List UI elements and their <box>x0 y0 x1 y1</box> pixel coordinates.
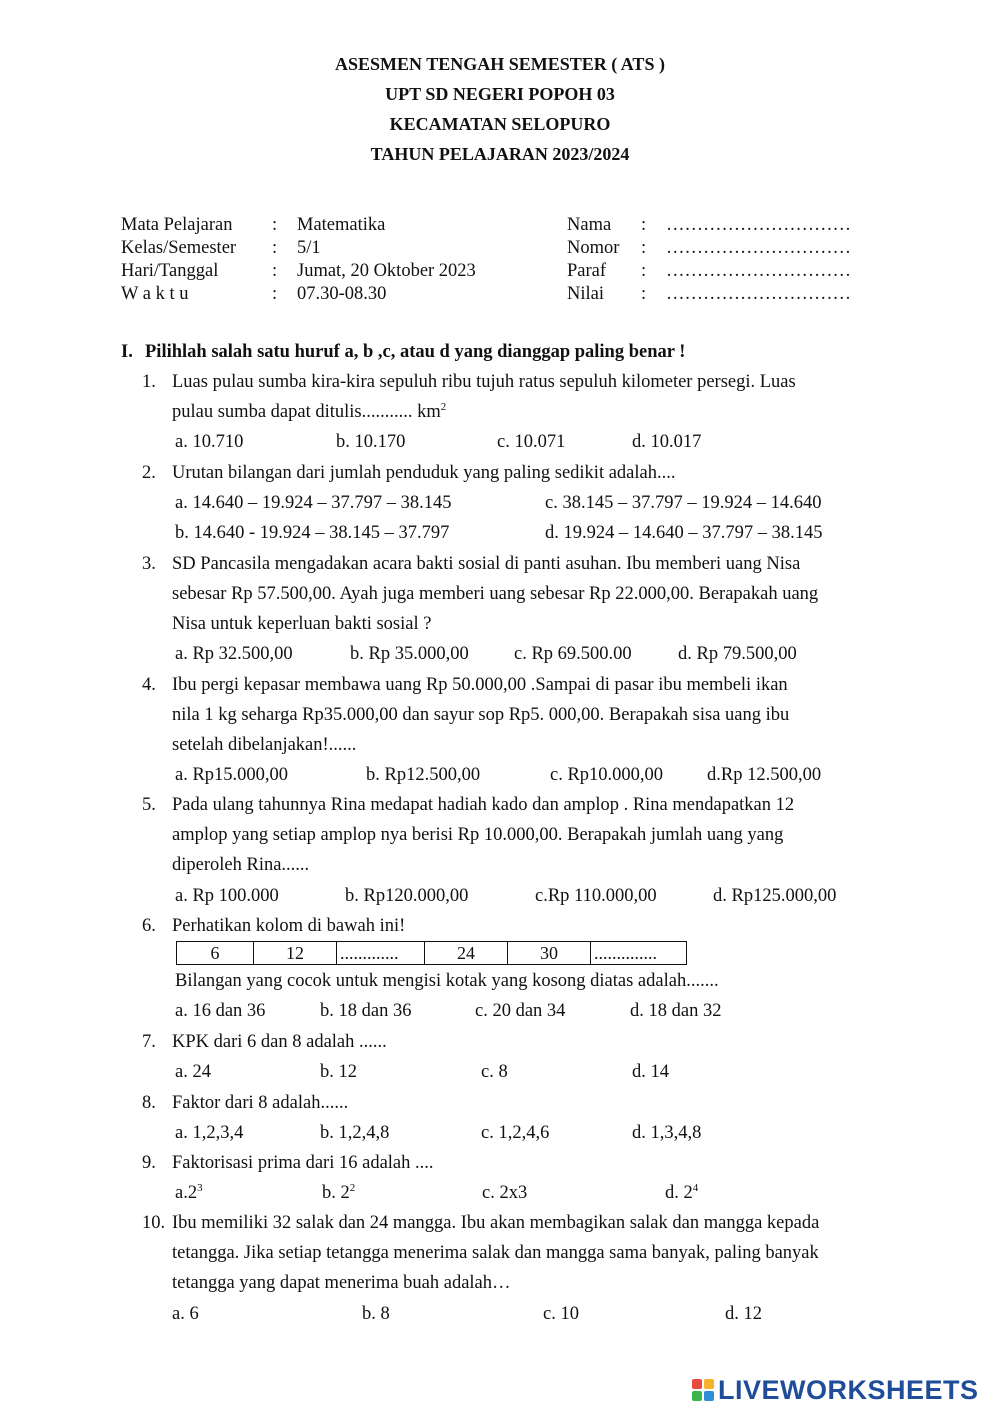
option-b[interactable]: b. 10.170 <box>336 432 406 452</box>
info-value-date: Jumat, 20 Oktober 2023 <box>297 261 476 281</box>
option-a[interactable]: a. 1,2,3,4 <box>175 1123 244 1143</box>
option-b[interactable]: b. 14.640 - 19.924 – 38.145 – 37.797 <box>175 523 450 543</box>
option-d[interactable]: d. 19.924 – 14.640 – 37.797 – 38.145 <box>545 523 823 543</box>
question-text: Faktor dari 8 adalah...... <box>172 1093 349 1113</box>
option-text: a.2 <box>175 1183 198 1203</box>
option-d[interactable]: d. 18 dan 32 <box>630 1001 722 1021</box>
option-a[interactable]: a. Rp 100.000 <box>175 886 279 906</box>
sequence-cell: 6 <box>177 942 254 965</box>
option-d[interactable] <box>665 1183 698 1204</box>
info-sep: : <box>641 284 647 304</box>
question-text: pulau sumba dapat ditulis........... km <box>172 402 441 422</box>
question-text: Luas pulau sumba kira-kira sepuluh ribu tujuh ratus sepuluh kilometer persegi. Luas <box>172 372 796 392</box>
option-b[interactable]: b. 1,2,4,8 <box>320 1123 390 1143</box>
question-number: 1. <box>142 372 156 392</box>
question-text: Bilangan yang cocok untuk mengisi kotak yang kosong diatas adalah....... <box>175 971 719 991</box>
question-text: Ibu memiliki 32 salak dan 24 mangga. Ibu akan membagikan salak dan mangga kepada <box>172 1213 820 1233</box>
question-number: 6. <box>142 916 156 936</box>
question-text: Pada ulang tahunnya Rina medapat hadiah kado dan amplop . Rina mendapatkan 12 <box>172 795 795 815</box>
option-a[interactable]: a. Rp 32.500,00 <box>175 644 293 664</box>
option-b[interactable]: b. Rp 35.000,00 <box>350 644 469 664</box>
info-sep: : <box>641 261 647 281</box>
option-a[interactable]: a. 10.710 <box>175 432 244 452</box>
option-d[interactable]: d. 1,3,4,8 <box>632 1123 702 1143</box>
option-c[interactable]: c. 1,2,4,6 <box>481 1123 550 1143</box>
option-c[interactable]: c. 2x3 <box>482 1183 528 1203</box>
question-text: SD Pancasila mengadakan acara bakti sosial di panti asuhan. Ibu memberi uang Nisa <box>172 554 801 574</box>
option-c[interactable]: c.Rp 110.000,00 <box>535 886 657 906</box>
superscript: 2 <box>440 401 447 413</box>
option-b[interactable]: b. Rp12.500,00 <box>366 765 481 785</box>
question-number: 9. <box>142 1153 156 1173</box>
option-d[interactable]: d. 10.017 <box>632 432 702 452</box>
info-sep: : <box>641 215 647 235</box>
section-instruction: Pilihlah salah satu huruf a, b ,c, atau d yang dianggap paling benar ! <box>145 342 686 362</box>
info-label-subject: Mata Pelajaran <box>121 215 233 235</box>
info-sep: : <box>272 261 278 281</box>
question-number: 3. <box>142 554 156 574</box>
option-a[interactable]: a. Rp15.000,00 <box>175 765 289 785</box>
superscript: 3 <box>197 1182 203 1194</box>
sequence-cell: 12 <box>254 942 337 965</box>
info-sep: : <box>272 284 278 304</box>
title-line-2: UPT SD NEGERI POPOH 03 <box>385 84 615 104</box>
number-blank[interactable]: ………………………… <box>666 238 851 258</box>
liveworksheets-logo <box>692 1373 979 1407</box>
question-number: 5. <box>142 795 156 815</box>
question-text: diperoleh Rina...... <box>172 855 310 875</box>
question-number: 4. <box>142 675 156 695</box>
option-a[interactable]: a. 24 <box>175 1062 211 1082</box>
option-a[interactable]: a. 6 <box>172 1304 199 1324</box>
sequence-blank-cell[interactable]: ............. <box>337 942 425 965</box>
logo-square-red <box>692 1379 702 1389</box>
question-text: tetangga yang dapat menerima buah adalah… <box>172 1273 511 1293</box>
logo-square-green <box>692 1391 702 1401</box>
score-blank[interactable]: ………………………… <box>666 284 851 304</box>
question-text: tetangga. Jika setiap tetangga menerima salak dan mangga sama banyak, paling banyak <box>172 1243 819 1263</box>
info-value-class: 5/1 <box>297 238 321 258</box>
question-number: 2. <box>142 463 156 483</box>
option-a[interactable]: a. 16 dan 36 <box>175 1001 266 1021</box>
sequence-cell: 24 <box>425 942 508 965</box>
sequence-blank-cell[interactable]: .............. <box>591 942 687 965</box>
info-label-class: Kelas/Semester <box>121 238 237 258</box>
option-a[interactable]: a. 14.640 – 19.924 – 37.797 – 38.145 <box>175 493 452 513</box>
initials-blank[interactable]: ………………………… <box>666 261 851 281</box>
info-label-time: W a k t u <box>121 284 189 304</box>
option-b[interactable]: b. Rp120.000,00 <box>345 886 469 906</box>
info-label-date: Hari/Tanggal <box>121 261 219 281</box>
option-c[interactable]: c. Rp 69.500.00 <box>514 644 632 664</box>
option-d[interactable]: d.Rp 12.500,00 <box>707 765 822 785</box>
question-text: KPK dari 6 dan 8 adalah ...... <box>172 1032 387 1052</box>
option-c[interactable]: c. 10.071 <box>497 432 566 452</box>
question-text: Perhatikan kolom di bawah ini! <box>172 916 406 936</box>
info-sep: : <box>641 238 647 258</box>
question-text: Faktorisasi prima dari 16 adalah .... <box>172 1153 434 1173</box>
title-line-1: ASESMEN TENGAH SEMESTER ( ATS ) <box>335 54 665 74</box>
logo-square-blue <box>704 1391 714 1401</box>
question-number: 10. <box>142 1213 166 1233</box>
name-blank[interactable]: ………………………… <box>666 215 851 235</box>
logo-text: LIVEWORKSHEETS <box>718 1374 979 1405</box>
title-line-3: KECAMATAN SELOPURO <box>389 114 611 134</box>
question-text: nila 1 kg seharga Rp35.000,00 dan sayur sop Rp5. 000,00. Berapakah sisa uang ibu <box>172 705 790 725</box>
info-label-name: Nama <box>567 215 612 235</box>
number-sequence-table <box>176 941 687 965</box>
option-b[interactable]: b. 12 <box>320 1062 357 1082</box>
question-text-line <box>172 402 446 423</box>
question-number: 8. <box>142 1093 156 1113</box>
superscript: 2 <box>349 1182 356 1194</box>
info-label-score: Nilai <box>567 284 604 304</box>
info-value-time: 07.30-08.30 <box>297 284 387 304</box>
option-c[interactable]: c. 10 <box>543 1304 579 1324</box>
question-text: sebesar Rp 57.500,00. Ayah juga memberi uang sebesar Rp 22.000,00. Berapakah uang <box>172 584 819 604</box>
option-d[interactable]: d. Rp125.000,00 <box>713 886 837 906</box>
option-text: d. 2 <box>665 1183 693 1203</box>
section-numeral: I. <box>121 342 133 362</box>
option-b[interactable] <box>322 1183 355 1204</box>
question-text: Nisa untuk keperluan bakti sosial ? <box>172 614 432 634</box>
info-sep: : <box>272 215 278 235</box>
question-text: Ibu pergi kepasar membawa uang Rp 50.000,00 .Sampai di pasar ibu membeli ikan <box>172 675 788 695</box>
question-text: setelah dibelanjakan!...... <box>172 735 357 755</box>
superscript: 4 <box>692 1182 699 1194</box>
option-c[interactable]: c. 20 dan 34 <box>475 1001 566 1021</box>
option-d[interactable]: d. Rp 79.500,00 <box>678 644 797 664</box>
info-value-subject: Matematika <box>297 215 386 235</box>
question-text: Urutan bilangan dari jumlah penduduk yang paling sedikit adalah.... <box>172 463 676 483</box>
info-label-initials: Paraf <box>567 261 607 281</box>
info-label-number: Nomor <box>567 238 620 258</box>
option-b[interactable]: b. 8 <box>362 1304 390 1324</box>
question-number: 7. <box>142 1032 156 1052</box>
logo-square-yellow <box>704 1379 714 1389</box>
question-text: amplop yang setiap amplop nya berisi Rp 10.000,00. Berapakah jumlah uang yang <box>172 825 784 845</box>
liveworksheets-logo-icon <box>692 1379 714 1401</box>
info-sep: : <box>272 238 278 258</box>
option-d[interactable]: d. 14 <box>632 1062 669 1082</box>
option-b[interactable]: b. 18 dan 36 <box>320 1001 412 1021</box>
option-c[interactable]: c. 38.145 – 37.797 – 19.924 – 14.640 <box>545 493 822 513</box>
option-c[interactable]: c. 8 <box>481 1062 508 1082</box>
sequence-cell: 30 <box>508 942 591 965</box>
title-line-4: TAHUN PELAJARAN 2023/2024 <box>370 144 630 164</box>
option-c[interactable]: c. Rp10.000,00 <box>550 765 664 785</box>
option-a[interactable] <box>175 1183 203 1204</box>
option-d[interactable]: d. 12 <box>725 1304 762 1324</box>
option-text: b. 2 <box>322 1183 350 1203</box>
